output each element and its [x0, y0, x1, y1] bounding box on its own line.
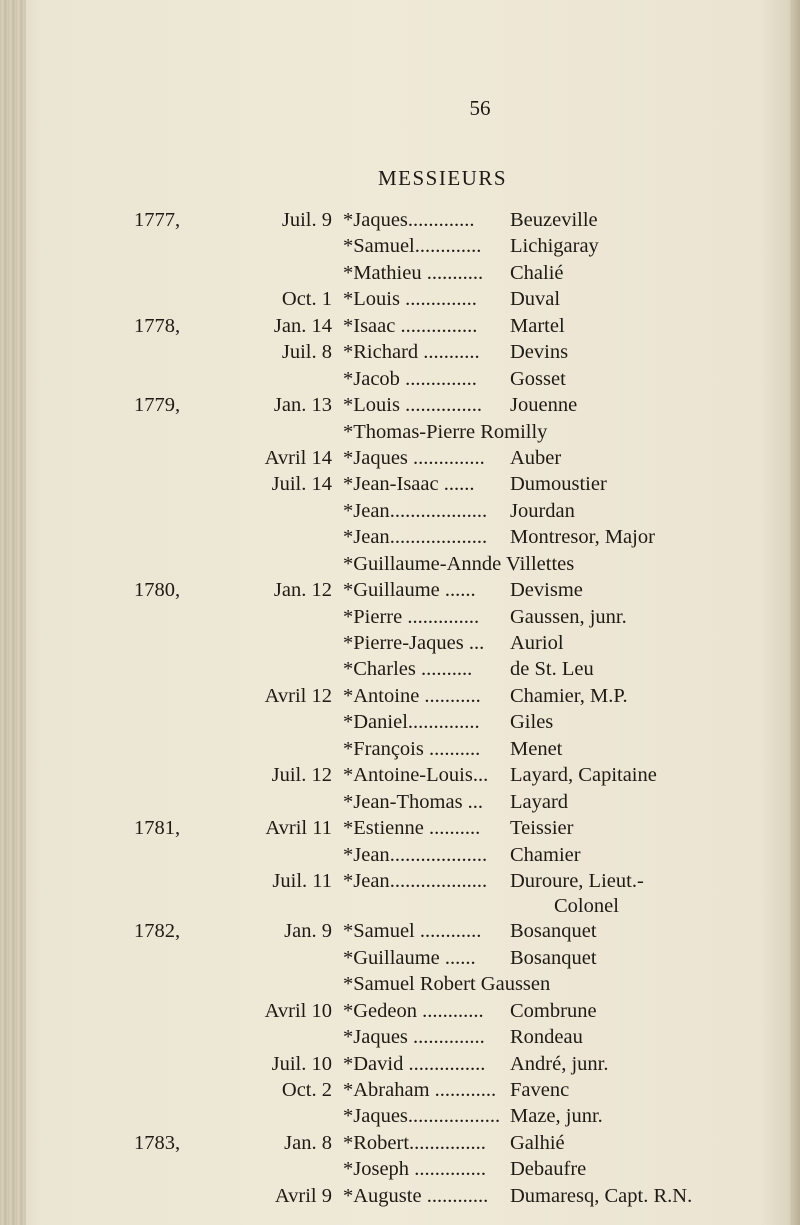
entry-surname: Jourdan — [510, 499, 575, 522]
entry-surname: Lichigaray — [510, 235, 599, 258]
entry-date: Avril 14 — [264, 446, 332, 469]
entry-surname: Debaufre — [510, 1158, 587, 1181]
entry-row — [0, 918, 800, 944]
entry-given-name: *Guillaume — [343, 946, 440, 969]
entry-given-name-with-leader — [343, 339, 509, 365]
entry-row — [0, 683, 800, 709]
entry-row — [0, 313, 800, 339]
entry-date: Avril 11 — [265, 817, 332, 840]
entry-date: Jan. 13 — [273, 394, 332, 417]
entry-row — [0, 998, 800, 1024]
entry-given-name-with-leader — [343, 207, 509, 233]
entry-date: Juil. 14 — [271, 473, 332, 496]
entry-surname: Chalié — [510, 261, 564, 284]
entry-date: Juil. 8 — [281, 341, 332, 364]
entry-given-name: *Auguste — [343, 1184, 422, 1207]
dot-leader: ... — [462, 790, 484, 813]
entry-given-name-with-leader — [343, 918, 509, 944]
entry-row — [0, 604, 800, 630]
entry-given-name-with-leader — [343, 471, 509, 497]
entry-given-name-with-leader — [343, 762, 509, 788]
entry-row — [0, 1183, 800, 1209]
entry-row — [0, 736, 800, 762]
entry-full-name: *Samuel Robert Gaussen — [343, 973, 551, 996]
entry-surname: Bosanquet — [510, 920, 597, 943]
entry-given-name: *Antoine-Louis — [343, 764, 473, 787]
entry-row — [0, 551, 800, 577]
dot-leader: ........... — [421, 261, 484, 284]
entry-surname: Maze, junr. — [510, 1105, 603, 1128]
entry-date: Jan. 14 — [273, 314, 332, 337]
entry-row — [0, 366, 800, 392]
page-heading: MESSIEURS — [377, 166, 508, 190]
entry-row — [0, 656, 800, 682]
entry-surname: Rondeau — [510, 1026, 583, 1049]
entry-year: 1777, — [134, 209, 181, 231]
entry-given-name: *Jean — [343, 499, 390, 522]
entry-given-name-with-leader — [343, 630, 509, 656]
entry-row — [0, 1130, 800, 1156]
entry-surname: Gaussen, junr. — [510, 605, 627, 628]
entry-given-name-with-leader — [343, 998, 509, 1024]
entry-given-name-with-leader — [343, 313, 509, 339]
entry-row — [0, 1024, 800, 1050]
entry-given-name: *Jean-Thomas — [343, 790, 463, 813]
entry-given-name-with-leader — [343, 604, 509, 630]
entry-surname: Dumoustier — [510, 473, 607, 496]
entry-surname: Duval — [510, 288, 561, 311]
entry-given-name-with-leader — [343, 392, 509, 418]
entry-row — [0, 971, 800, 997]
entry-given-name: *Jean — [343, 526, 390, 549]
entry-surname: André, junr. — [510, 1052, 609, 1075]
entry-given-name: *Samuel — [343, 920, 415, 943]
entry-row — [0, 233, 800, 259]
entry-surname: Giles — [510, 711, 554, 734]
entry-given-name-with-leader — [343, 1024, 509, 1050]
entry-row — [0, 392, 800, 418]
dot-leader: ........... — [419, 684, 481, 707]
dot-leader: ............ — [429, 1079, 497, 1101]
entry-year: 1782, — [134, 920, 181, 943]
entry-given-name-with-leader — [343, 1077, 509, 1103]
entry-surname: Montresor, Major — [510, 526, 655, 549]
entry-date: Oct. 2 — [281, 1079, 332, 1101]
entry-given-name: *Robert — [343, 1131, 410, 1154]
entry-row — [0, 207, 800, 233]
dot-leader: ................... — [389, 843, 488, 866]
entry-year: 1783, — [134, 1131, 181, 1154]
entry-row — [0, 894, 800, 918]
entry-given-name: *Samuel — [343, 235, 415, 258]
entry-row — [0, 524, 800, 550]
dot-leader: ............... — [395, 314, 478, 337]
entry-given-name-with-leader — [343, 683, 509, 709]
entry-given-name-with-leader — [343, 868, 509, 894]
entry-given-name: *Mathieu — [343, 261, 422, 284]
entry-date: Juil. 10 — [271, 1052, 332, 1075]
entry-surname: Teissier — [510, 817, 574, 840]
entry-surname: Combrune — [510, 999, 597, 1022]
entry-row — [0, 842, 800, 868]
entry-given-name-with-leader — [343, 260, 509, 286]
entry-surname-continuation: Colonel — [554, 895, 619, 918]
entry-row — [0, 815, 800, 841]
entry-row — [0, 945, 800, 971]
entry-date: Juil. 12 — [271, 764, 332, 787]
entry-given-name: *Jaques — [343, 446, 408, 469]
entry-surname: Chamier — [510, 843, 581, 866]
entry-given-name: *Louis — [343, 288, 400, 311]
entry-date: Jan. 12 — [273, 579, 332, 602]
dot-leader: .............. — [399, 367, 477, 390]
dot-leader: ........... — [418, 341, 480, 364]
entry-given-name-with-leader — [343, 286, 509, 312]
entry-row — [0, 868, 800, 894]
entry-row — [0, 498, 800, 524]
entry-full-name: *Guillaume-Annde Villettes — [343, 552, 575, 575]
entry-surname: de St. Leu — [510, 658, 594, 681]
entry-date: Avril 10 — [264, 999, 332, 1022]
entry-given-name: *Joseph — [343, 1158, 410, 1181]
dot-leader: ............... — [399, 394, 482, 417]
entry-given-name: *Jacob — [343, 367, 400, 390]
entry-row — [0, 789, 800, 815]
entry-surname: Layard — [510, 790, 569, 813]
entry-given-name-with-leader — [343, 709, 509, 735]
entry-given-name: *Estienne — [343, 817, 424, 840]
entry-surname: Favenc — [510, 1079, 570, 1101]
dot-leader: ................... — [389, 499, 488, 522]
dot-leader: ...... — [439, 946, 476, 969]
dot-leader: .......... — [423, 737, 481, 760]
entry-row — [0, 577, 800, 603]
entry-surname: Galhié — [510, 1131, 565, 1154]
entry-given-name: *Jaques — [343, 1105, 408, 1128]
entry-surname: Auber — [510, 446, 562, 469]
entry-given-name-with-leader — [343, 1103, 509, 1129]
entry-given-name: *Richard — [343, 341, 419, 364]
entry-given-name: *Jean — [343, 843, 390, 866]
dot-leader: ............ — [417, 999, 484, 1022]
entry-given-name: *Jean — [343, 869, 390, 892]
dot-leader: ............... — [403, 1052, 486, 1075]
entry-given-name: *Louis — [343, 394, 400, 417]
entry-given-name-with-leader — [343, 736, 509, 762]
entry-surname: Auriol — [510, 632, 564, 654]
entry-given-name: *Guillaume — [343, 579, 440, 602]
entry-surname: Martel — [510, 314, 565, 337]
dot-leader: ... — [472, 764, 489, 787]
entry-row — [0, 762, 800, 788]
entry-row — [0, 1077, 800, 1103]
dot-leader: ............. — [414, 235, 482, 258]
entry-full-name: *Thomas-Pierre Romilly — [343, 420, 548, 443]
entry-given-name-with-leader — [343, 498, 509, 524]
dot-leader: ............... — [409, 1131, 486, 1154]
entry-row — [0, 260, 800, 286]
entry-given-name-with-leader — [343, 233, 509, 259]
entry-given-name: *Abraham — [343, 1079, 430, 1101]
entry-given-name-with-leader — [343, 842, 509, 868]
entry-given-name: *Charles — [343, 658, 416, 681]
entry-date: Avril 9 — [274, 1184, 332, 1207]
entry-row — [0, 471, 800, 497]
entry-given-name: *Jaques — [343, 209, 408, 231]
entry-surname: Devisme — [510, 579, 583, 602]
entry-given-name-with-leader — [343, 524, 509, 550]
entry-row — [0, 1051, 800, 1077]
entry-row — [0, 1103, 800, 1129]
dot-leader: .............. — [409, 1158, 486, 1181]
dot-leader: .............. — [407, 1026, 485, 1049]
entry-year: 1779, — [134, 394, 181, 417]
entry-row — [0, 709, 800, 735]
entry-given-name-with-leader — [343, 1156, 509, 1182]
entry-given-name-with-leader — [343, 945, 509, 971]
entry-given-name: *Pierre-Jaques — [343, 632, 464, 654]
entry-year: 1781, — [134, 817, 181, 840]
entry-row — [0, 419, 800, 445]
entry-given-name-with-leader — [343, 1183, 509, 1209]
entry-date: Jan. 9 — [284, 920, 332, 943]
dot-leader: ................... — [389, 526, 488, 549]
entry-given-name: *Jean-Isaac — [343, 473, 439, 496]
entry-surname: Dumaresq, Capt. R.N. — [510, 1184, 693, 1207]
dot-leader: .......... — [423, 817, 481, 840]
dot-leader: ............. — [407, 209, 475, 231]
dot-leader: ............ — [421, 1184, 489, 1207]
dot-leader: .............. — [402, 605, 480, 628]
entry-row — [0, 1156, 800, 1182]
dot-leader: .............. — [407, 711, 480, 734]
entry-given-name: *Antoine — [343, 684, 420, 707]
entry-row — [0, 630, 800, 656]
entry-surname: Jouenne — [510, 394, 578, 417]
entry-surname: Devins — [510, 341, 569, 364]
dot-leader: .......... — [415, 658, 473, 681]
entry-given-name: *Isaac — [343, 314, 396, 337]
dot-leader: ............ — [414, 920, 482, 943]
entry-year: 1780, — [134, 579, 181, 602]
entry-date: Oct. 1 — [281, 288, 332, 311]
entry-year: 1778, — [134, 314, 181, 337]
entry-given-name-with-leader — [343, 789, 509, 815]
entry-date: Juil. 9 — [281, 209, 332, 231]
entry-given-name-with-leader — [343, 815, 509, 841]
page-number: 56 — [469, 96, 491, 120]
entry-surname: Gosset — [510, 367, 566, 390]
entry-date: Avril 12 — [264, 684, 332, 707]
entry-list — [0, 207, 800, 1209]
entry-given-name: *Jaques — [343, 1026, 408, 1049]
entry-surname: Chamier, M.P. — [510, 684, 628, 707]
entry-given-name: *Pierre — [343, 605, 403, 628]
entry-row — [0, 445, 800, 471]
entry-surname: Layard, Capitaine — [510, 764, 657, 787]
dot-leader: ...... — [439, 579, 476, 602]
dot-leader: ................... — [389, 869, 488, 892]
dot-leader: .............. — [399, 288, 477, 311]
entry-date: Juil. 11 — [272, 869, 332, 892]
dot-leader: ... — [463, 632, 485, 654]
entry-given-name: *François — [343, 737, 424, 760]
entry-row — [0, 286, 800, 312]
entry-given-name-with-leader — [343, 1051, 509, 1077]
entry-given-name-with-leader — [343, 656, 509, 682]
entry-given-name-with-leader — [343, 1130, 509, 1156]
entry-surname: Bosanquet — [510, 946, 597, 969]
entry-given-name: *Daniel — [343, 711, 408, 734]
entry-surname: Beuzeville — [510, 209, 598, 231]
entry-surname: Duroure, Lieut.- — [510, 869, 644, 892]
entry-given-name-with-leader — [343, 366, 509, 392]
entry-given-name-with-leader — [343, 577, 509, 603]
dot-leader: .............. — [407, 446, 485, 469]
entry-given-name: *David — [343, 1052, 404, 1075]
entry-given-name: *Gedeon — [343, 999, 418, 1022]
entry-given-name-with-leader — [343, 445, 509, 471]
entry-date: Jan. 8 — [284, 1131, 332, 1154]
dot-leader: ...... — [438, 473, 475, 496]
dot-leader: .................. — [407, 1105, 501, 1128]
entry-row — [0, 339, 800, 365]
entry-surname: Menet — [510, 737, 563, 760]
